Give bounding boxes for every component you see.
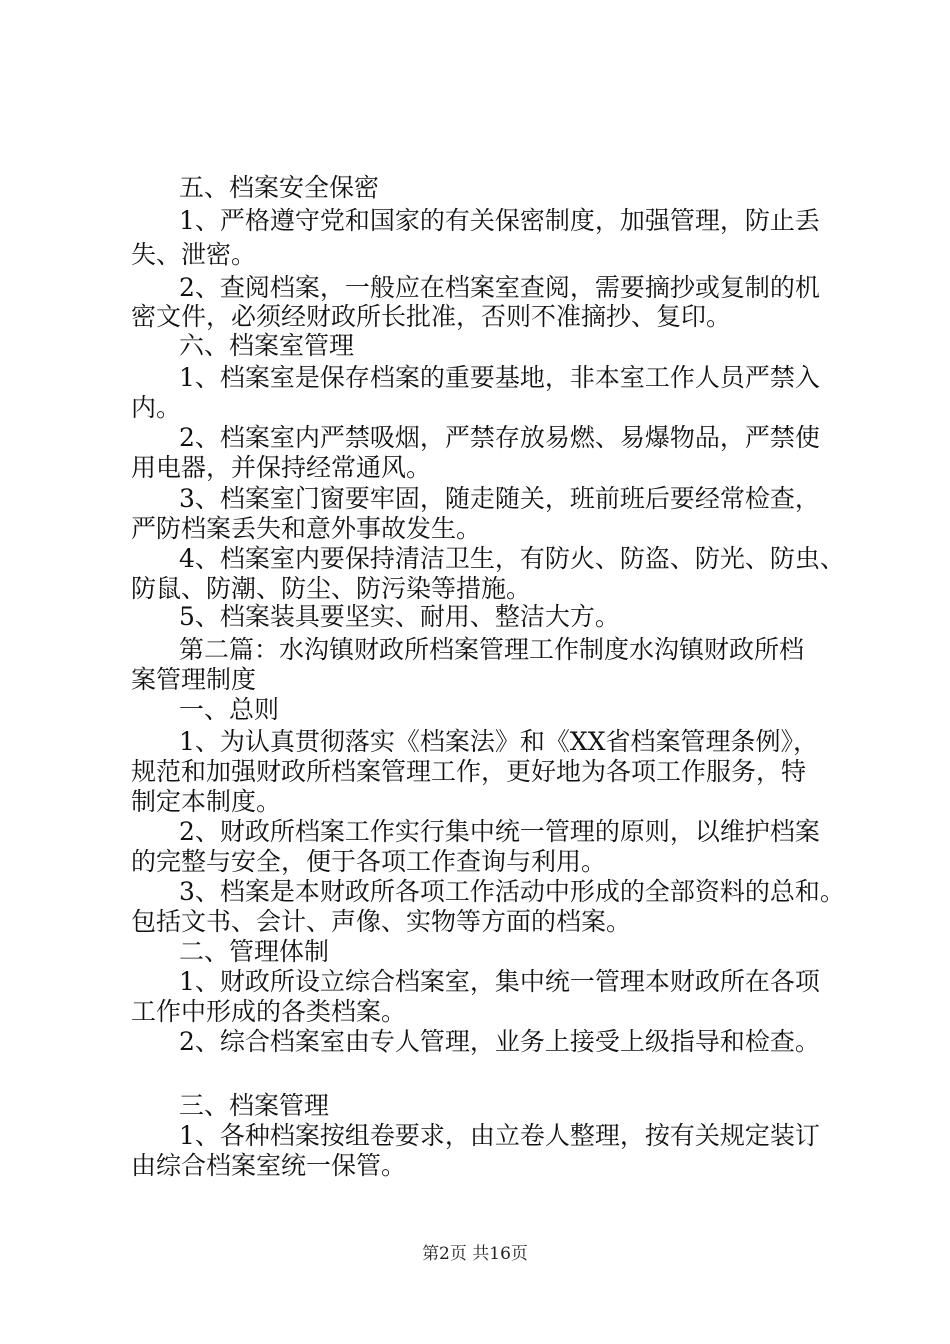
paragraph-line: 失、泄密。 — [131, 240, 257, 269]
paragraph-line: 2、查阅档案，一般应在档案室查阅，需要摘抄或复制的机 — [179, 273, 820, 302]
paragraph-line: 密文件，必须经财政所长批准，否则不准摘抄、复印。 — [131, 302, 732, 331]
paragraph-line: 1、为认真贯彻落实《档案法》和《XX省档案管理条例》， — [179, 727, 819, 756]
paragraph-line: 5、档案装具要坚实、耐用、整洁大方。 — [179, 602, 620, 631]
page-number-footer: 第2页 共16页 — [422, 1244, 528, 1264]
paragraph-line: 3、档案是本财政所各项工作活动中形成的全部资料的总和。 — [179, 877, 845, 906]
paragraph-line: 工作中形成的各类档案。 — [131, 997, 407, 1026]
paragraph-line: 制定本制度。 — [131, 787, 282, 816]
part-title-continued: 案管理制度 — [131, 665, 257, 694]
paragraph-line: 1、档案室是保存档案的重要基地，非本室工作人员严禁入 — [179, 363, 820, 392]
section-heading: 二、管理体制 — [179, 937, 330, 966]
paragraph-line: 2、档案室内严禁吸烟，严禁存放易燃、易爆物品，严禁使 — [179, 423, 820, 452]
paragraph-line: 严防档案丢失和意外事故发生。 — [131, 514, 482, 543]
paragraph-line: 防鼠、防潮、防尘、防污染等措施。 — [131, 574, 532, 603]
paragraph-line: 1、财政所设立综合档案室，集中统一管理本财政所在各项 — [179, 967, 820, 996]
section-heading: 六、档案室管理 — [179, 331, 355, 360]
paragraph-line: 2、综合档案室由专人管理，业务上接受上级指导和检查。 — [179, 1027, 820, 1056]
paragraph-line: 用电器，并保持经常通风。 — [131, 453, 432, 482]
paragraph-line: 的完整与安全，便于各项工作查询与利用。 — [131, 847, 607, 876]
paragraph-line: 内。 — [131, 393, 182, 422]
paragraph-line: 1、各种档案按组卷要求，由立卷人整理，按有关规定装订 — [179, 1121, 820, 1150]
paragraph-line: 2、财政所档案工作实行集中统一管理的原则，以维护档案 — [179, 817, 820, 846]
section-heading: 五、档案安全保密 — [179, 173, 380, 202]
paragraph-line: 3、档案室门窗要牢固，随走随关，班前班后要经常检查， — [179, 484, 820, 513]
section-heading: 一、总则 — [179, 695, 280, 724]
paragraph-line: 1、严格遵守党和国家的有关保密制度，加强管理，防止丢 — [179, 206, 820, 235]
paragraph-line: 规范和加强财政所档案管理工作，更好地为各项工作服务，特 — [131, 757, 807, 786]
paragraph-line: 4、档案室内要保持清洁卫生，有防火、防盗、防光、防虫、 — [179, 544, 845, 573]
paragraph-line: 由综合档案室统一保管。 — [131, 1151, 407, 1180]
paragraph-line: 包括文书、会计、声像、实物等方面的档案。 — [131, 907, 632, 936]
section-heading: 三、档案管理 — [179, 1091, 330, 1120]
part-title: 第二篇：水沟镇财政所档案管理工作制度水沟镇财政所档 — [179, 635, 805, 664]
